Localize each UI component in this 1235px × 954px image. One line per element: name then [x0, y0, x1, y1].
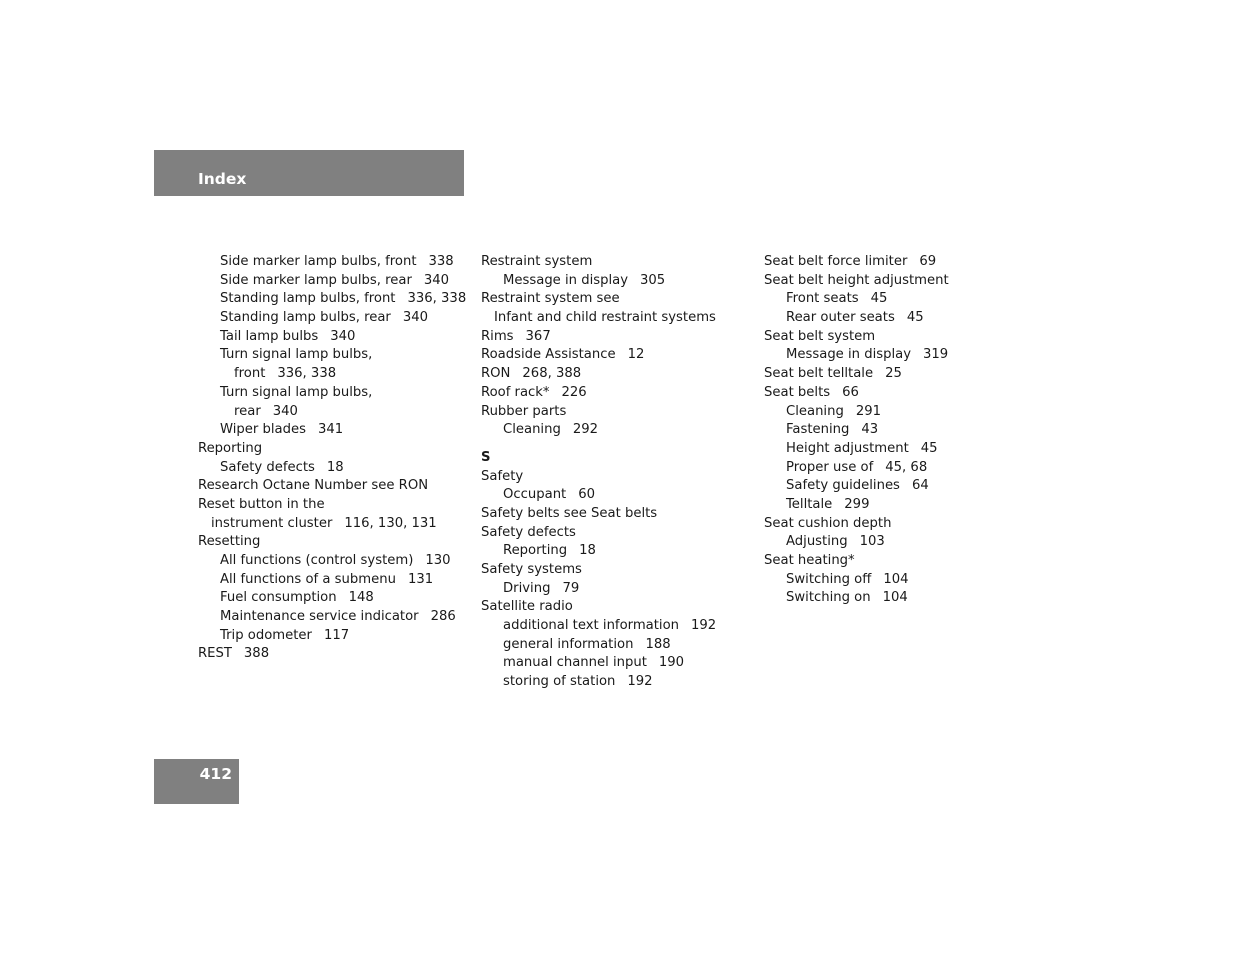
index-letter-heading: S	[481, 449, 491, 465]
index-term: Fastening	[786, 422, 850, 438]
index-term: Cleaning	[503, 422, 561, 438]
index-term: Seat belt system	[764, 328, 876, 344]
index-page-ref: 341	[317, 422, 344, 438]
index-entry	[198, 290, 466, 309]
index-entry	[764, 533, 949, 552]
index-term: Safety	[481, 468, 524, 484]
index-entry	[481, 617, 716, 636]
index-page-ref: 45	[920, 440, 938, 456]
index-term: Safety guidelines	[786, 478, 900, 494]
index-term: Rubber parts	[481, 403, 567, 419]
index-term: Seat belt force limiter	[764, 254, 908, 269]
index-term: REST	[198, 646, 232, 662]
index-entry	[198, 515, 466, 534]
index-entry	[764, 421, 949, 440]
index-entry	[481, 505, 716, 524]
index-page-ref: 367	[525, 328, 551, 344]
index-term: Rear outer seats	[786, 310, 895, 326]
index-column-3	[764, 253, 949, 608]
index-term: Switching on	[786, 590, 871, 606]
index-page-ref: 45, 68	[885, 459, 928, 475]
index-entry	[198, 589, 466, 608]
index-page-ref: 286	[430, 609, 456, 625]
index-page-ref: 340	[402, 310, 429, 326]
index-entry	[764, 477, 949, 496]
index-page-ref: 104	[883, 571, 909, 587]
index-page-ref: 338	[428, 254, 454, 269]
index-page-ref: 69	[919, 254, 937, 269]
index-term: Side marker lamp bulbs, rear	[220, 272, 412, 288]
index-entry	[481, 309, 716, 328]
index-column-1	[198, 253, 466, 664]
index-term: Restraint system	[481, 254, 593, 269]
index-page-ref: 45	[906, 310, 924, 326]
index-term: Message in display	[786, 347, 912, 363]
index-term: Roadside Assistance	[481, 347, 616, 363]
index-entry	[198, 627, 466, 646]
index-entry	[764, 384, 949, 403]
index-entry	[198, 403, 466, 422]
index-term: Seat cushion depth	[764, 515, 892, 531]
index-entry	[764, 515, 949, 534]
index-term: Fuel consumption	[220, 590, 337, 606]
index-page-ref: 299	[844, 496, 870, 512]
index-term: Safety systems	[481, 562, 582, 577]
index-entry	[198, 440, 466, 459]
index-entry	[198, 253, 466, 272]
index-page-ref: 43	[861, 422, 879, 438]
index-entry	[764, 328, 949, 347]
index-term: Message in display	[503, 272, 629, 288]
index-entry	[481, 636, 716, 655]
index-term: Roof rack*	[481, 384, 550, 400]
index-entry	[481, 542, 716, 561]
index-page-ref: 148	[348, 590, 374, 606]
index-entry	[198, 608, 466, 627]
index-entry	[481, 290, 716, 309]
index-term: All functions of a submenu	[220, 571, 396, 587]
index-page-ref: 103	[859, 534, 885, 550]
index-entry	[198, 309, 466, 328]
index-term: Height adjustment	[786, 440, 909, 456]
index-entry	[481, 384, 716, 403]
index-entry	[764, 272, 949, 291]
index-entry	[198, 571, 466, 590]
index-page-ref: 116, 130, 131	[344, 515, 437, 531]
index-term: Rims	[481, 328, 514, 344]
index-term: Side marker lamp bulbs, front	[220, 254, 417, 269]
index-entry	[198, 365, 466, 384]
index-term: Tail lamp bulbs	[220, 328, 319, 344]
index-page-ref: 190	[658, 655, 685, 671]
index-entry	[481, 403, 716, 422]
section-header-bar	[154, 150, 464, 196]
index-entry	[198, 272, 466, 291]
index-entry	[481, 524, 716, 543]
index-entry	[764, 346, 949, 365]
index-entry	[198, 328, 466, 347]
index-term: Maintenance service indicator	[220, 609, 419, 625]
index-term: Research Octane Number see RON	[198, 478, 429, 494]
index-entry	[198, 459, 466, 478]
index-entry	[198, 552, 466, 571]
index-term: Resetting	[198, 534, 261, 550]
index-term: general information	[503, 636, 634, 652]
index-entry	[198, 496, 466, 515]
index-entry	[198, 346, 466, 365]
index-column-2	[481, 253, 716, 692]
index-term: Satellite radio	[481, 599, 573, 615]
index-page-ref: 340	[423, 272, 450, 288]
index-term: Standing lamp bulbs, rear	[220, 310, 391, 326]
index-page-ref: 104	[882, 590, 908, 606]
index-entry	[481, 561, 716, 580]
index-entry	[198, 477, 466, 496]
index-term: storing of station	[503, 674, 616, 690]
index-term: Wiper blades	[220, 422, 306, 438]
index-term: manual channel input	[503, 655, 647, 671]
index-page-ref: 336, 338	[407, 291, 467, 307]
index-page-ref: 188	[645, 636, 671, 652]
index-entry	[481, 365, 716, 384]
index-term: Telltale	[786, 496, 833, 512]
index-entry	[764, 290, 949, 309]
index-term: All functions (control system)	[220, 553, 414, 568]
index-term: Reporting	[503, 543, 568, 559]
index-term: Cleaning	[786, 403, 844, 419]
index-term: Safety defects	[481, 524, 576, 540]
index-entry	[481, 486, 716, 505]
index-page-ref: 79	[562, 580, 580, 596]
index-term: Front seats	[786, 291, 859, 307]
index-entry	[481, 598, 716, 617]
index-entry	[198, 533, 466, 552]
index-term: Seat belt height adjustment	[764, 272, 949, 288]
index-entry	[764, 459, 949, 478]
index-page-ref: 319	[923, 347, 949, 363]
index-page-ref: 388	[243, 646, 270, 662]
index-term: Reporting	[198, 440, 263, 456]
page-number-box	[154, 759, 239, 804]
index-page-ref: 66	[842, 384, 859, 400]
index-page-ref: 268, 388	[522, 366, 582, 382]
index-term: front	[234, 366, 266, 382]
index-page-ref: 131	[407, 571, 434, 587]
index-page-ref: 130	[425, 553, 451, 568]
index-entry	[764, 309, 949, 328]
index-entry	[764, 552, 949, 571]
index-page-ref: 60	[578, 487, 596, 503]
index-term: Reset button in the	[198, 496, 325, 512]
index-term: Seat belt telltale	[764, 366, 874, 382]
index-entry	[764, 496, 949, 515]
index-page-ref: 18	[579, 543, 596, 559]
index-term: Turn signal lamp bulbs,	[220, 384, 373, 400]
index-term: Safety belts see Seat belts	[481, 505, 658, 521]
index-term: instrument cluster	[211, 515, 333, 531]
index-page-ref: 192	[691, 618, 717, 634]
section-title: Index	[198, 170, 247, 188]
index-entry	[481, 673, 716, 692]
index-term: additional text information	[503, 618, 680, 634]
index-term: rear	[234, 403, 261, 419]
index-entry	[764, 589, 949, 608]
index-term: Restraint system see	[481, 291, 620, 307]
index-page-ref: 12	[627, 347, 645, 363]
index-page-ref: 291	[855, 403, 881, 419]
index-term: Switching off	[786, 571, 872, 587]
index-page-ref: 25	[885, 366, 902, 382]
index-entry	[764, 571, 949, 590]
index-term: Proper use of	[786, 459, 874, 475]
index-entry	[764, 365, 949, 384]
index-term: Seat belts	[764, 384, 831, 400]
index-entry	[481, 580, 716, 599]
index-entry	[198, 421, 466, 440]
index-term: RON	[481, 366, 511, 382]
index-entry	[198, 384, 466, 403]
index-page-ref: 340	[330, 328, 356, 344]
index-term: Seat heating*	[764, 553, 855, 568]
index-entry	[764, 440, 949, 459]
index-term: Adjusting	[786, 534, 848, 550]
index-term: Occupant	[503, 487, 567, 503]
index-term: Turn signal lamp bulbs,	[220, 347, 373, 363]
index-term: Driving	[503, 580, 551, 596]
index-page-ref: 305	[640, 272, 666, 288]
index-term: Trip odometer	[220, 627, 312, 643]
index-page-ref: 18	[326, 459, 344, 475]
index-entry	[481, 272, 716, 291]
index-entry	[481, 346, 716, 365]
index-term: Infant and child restraint systems	[494, 310, 716, 326]
index-entry	[198, 645, 466, 664]
page-number: 412	[199, 765, 232, 783]
index-term: Safety defects	[220, 459, 315, 475]
index-page-ref: 336, 338	[277, 366, 337, 382]
index-entry	[481, 253, 716, 272]
index-entry	[764, 403, 949, 422]
index-page-ref: 45	[870, 291, 888, 307]
index-page-ref: 226	[561, 384, 587, 400]
index-entry	[481, 654, 716, 673]
index-term: Standing lamp bulbs, front	[220, 291, 396, 307]
index-entry	[481, 421, 716, 440]
index-page-ref: 340	[272, 403, 298, 419]
index-entry	[481, 328, 716, 347]
index-page-ref: 117	[323, 627, 350, 643]
index-entry	[764, 253, 949, 272]
index-page-ref: 192	[627, 674, 653, 690]
index-page-ref: 64	[911, 478, 929, 494]
index-entry	[481, 468, 716, 487]
index-page-ref: 292	[572, 422, 598, 438]
